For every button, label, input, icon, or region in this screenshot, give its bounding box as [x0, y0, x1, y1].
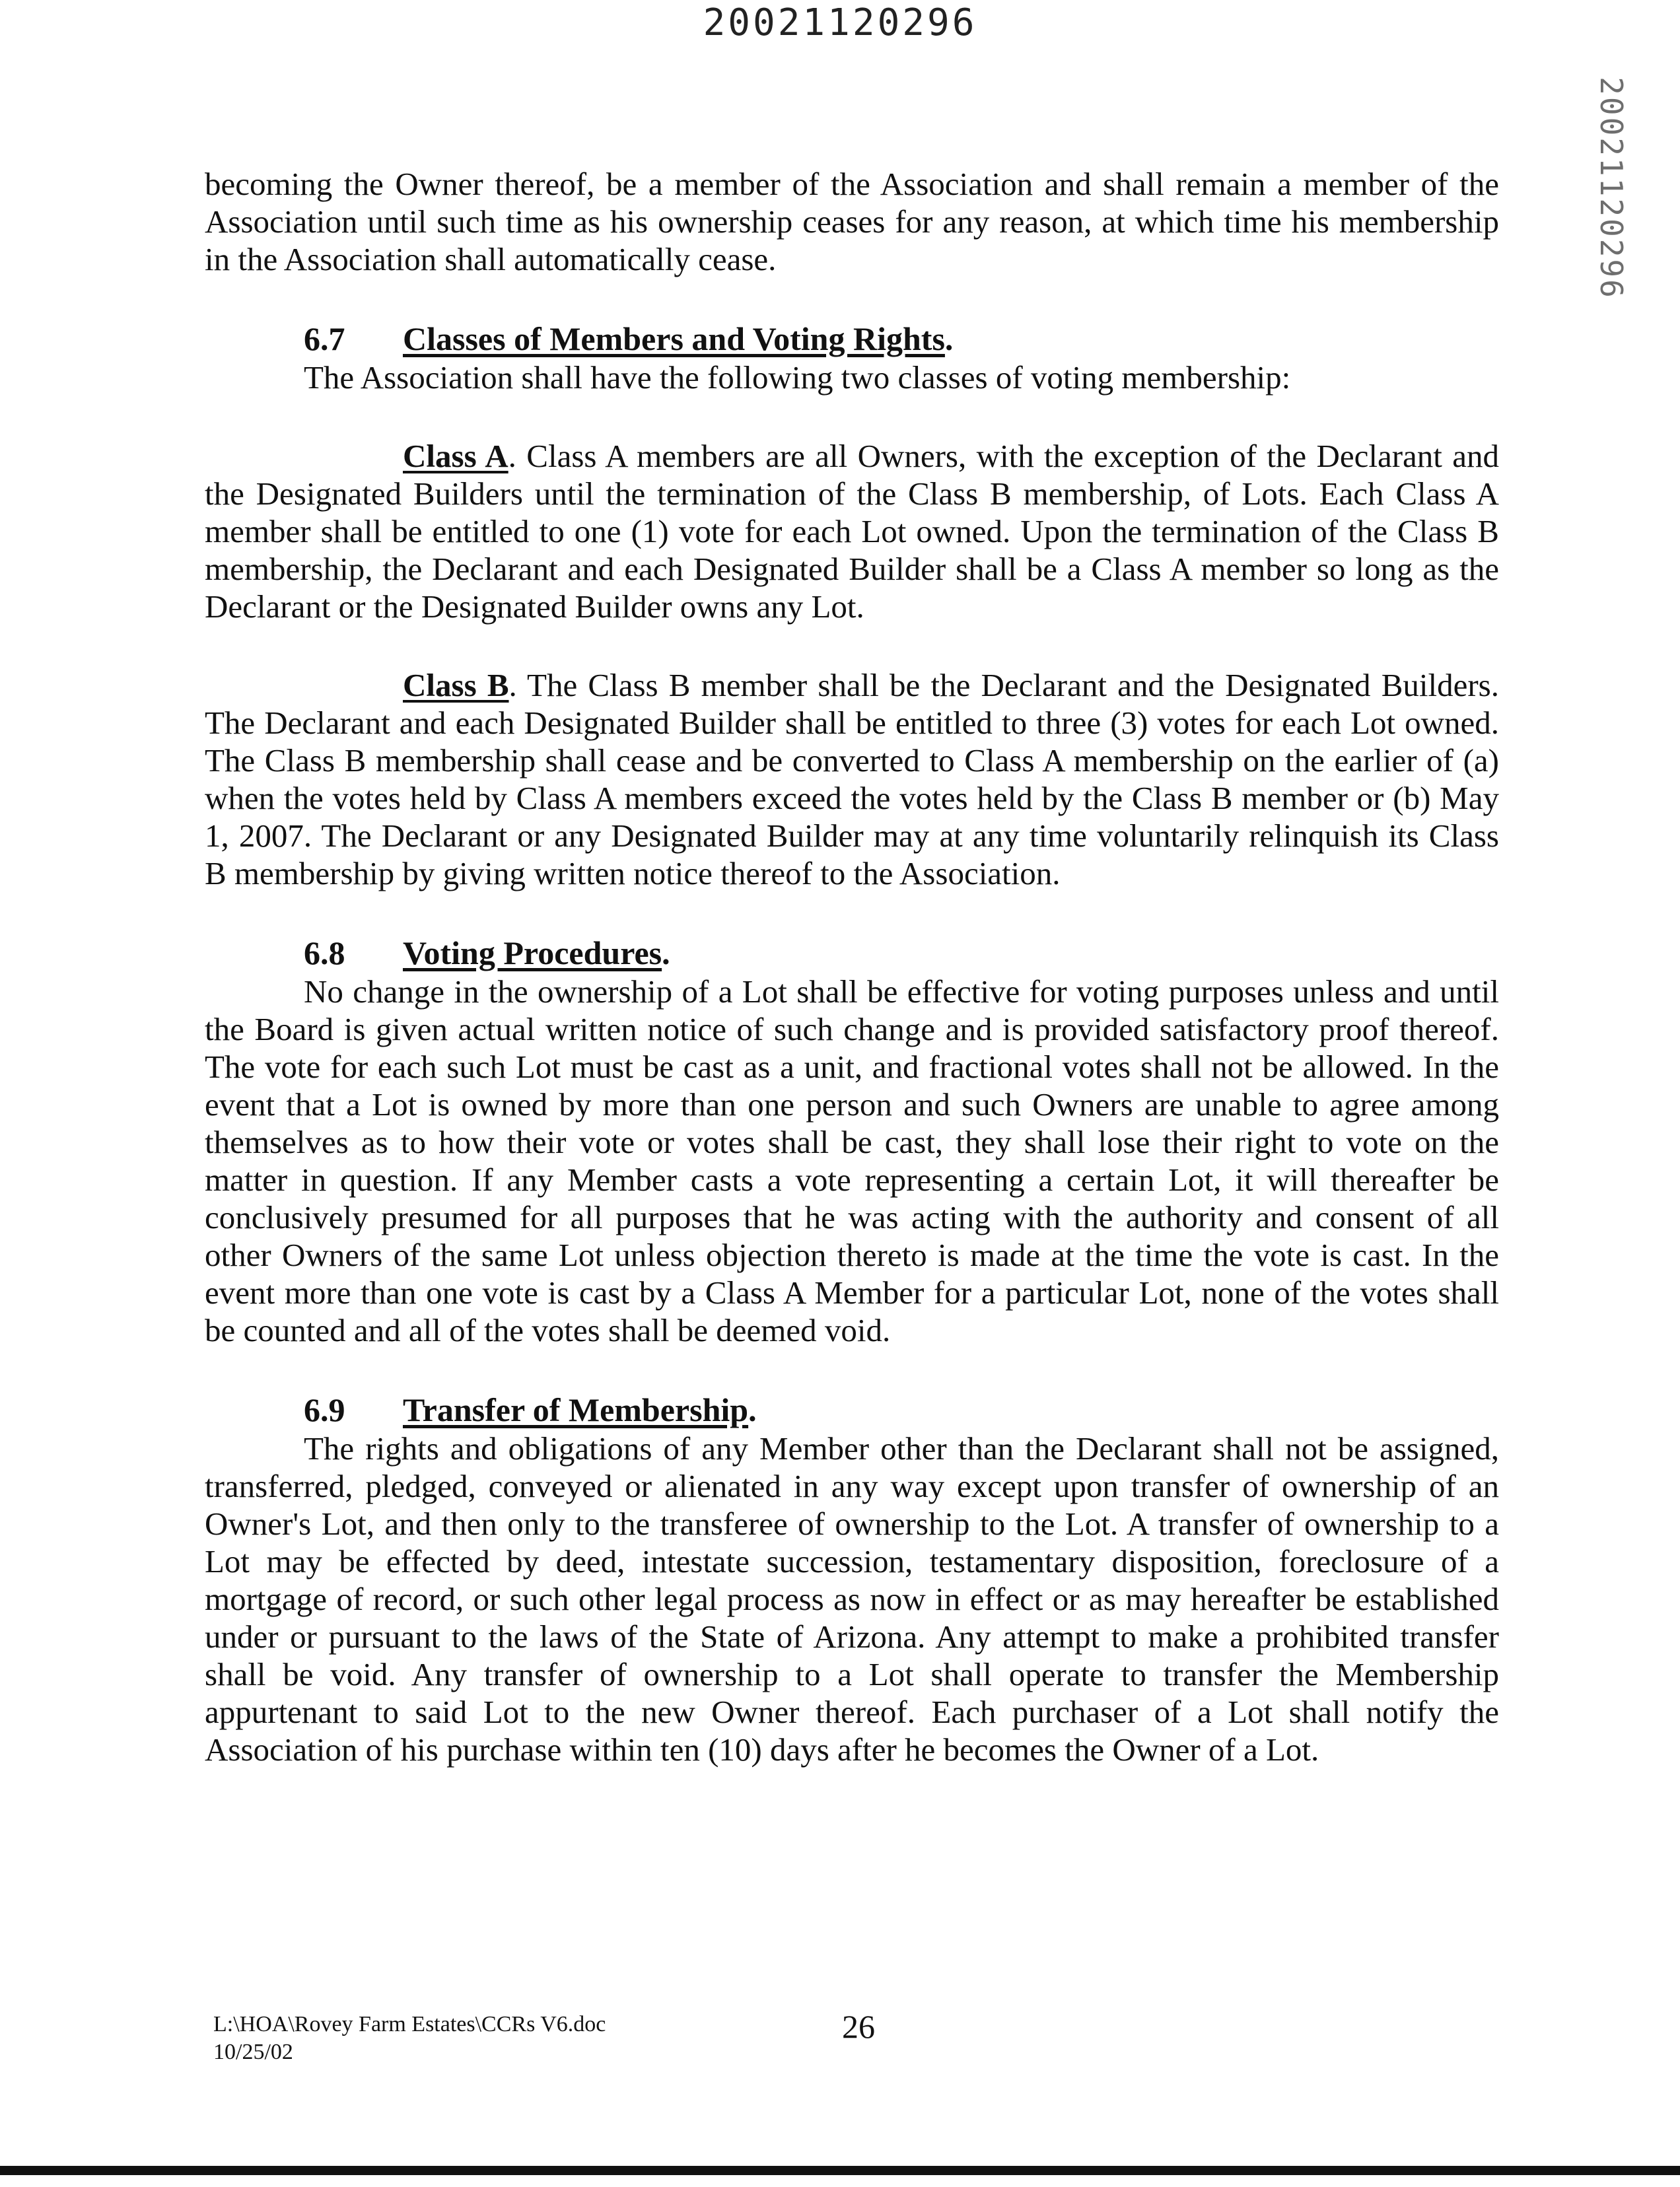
section-heading-6-8 [205, 933, 1499, 973]
footer-file-path: L:\HOA\Rovey Farm Estates\CCRs V6.doc [213, 2012, 606, 2036]
section-title-suffix: . [748, 1391, 757, 1428]
class-b-paragraph [205, 666, 1499, 892]
class-a-label: Class A [403, 438, 508, 474]
section-title-suffix: . [944, 320, 954, 357]
section-number: 6.7 [304, 320, 345, 357]
footer-date: 10/25/02 [213, 2040, 293, 2064]
class-b-text: The Class B member shall be the Declarant and the Designated Builders. The Declarant and each Designated Builder shall be entitled to three (3) votes for each Lot owned. The Class B membership shall cease and be converted to Class A membership on the earlier of (a) when the votes held by Class A members exceed the votes held by the Class B member or (b) May 1, 2007. The Declarant or any Designated Builder may at any time voluntarily relinquish its Class B membership by giving written notice thereof to the Association. [205, 667, 1499, 891]
section-title-suffix: . [662, 934, 670, 971]
section-number: 6.9 [304, 1391, 345, 1428]
footer-file-info [213, 2011, 606, 2066]
section-title: Classes of Members and Voting Rights [403, 320, 945, 357]
side-stamp-text: 20021120296 [1593, 77, 1630, 300]
section-intro: The Association shall have the following two classes of voting membership: [304, 359, 1291, 396]
bottom-scan-border [0, 2166, 1680, 2175]
section-title: Voting Procedures [403, 934, 662, 971]
class-b-label-suffix: . [508, 667, 517, 703]
class-a-label-suffix: . [508, 438, 516, 474]
section-heading-6-7 [205, 319, 1499, 359]
transfer-membership-paragraph: The rights and obligations of any Member other than the Declarant shall not be assigned, transferred, pledged, conveyed or alienated in any way except upon transfer of ownership of an Owner's Lot, and then only to the transferee of ownership to the Lot. A transfer of ownership to a Lot may be effected by deed, intestate succession, testamentary disposition, foreclosure of a mortgage of record, or such other legal process as now in effect or as may hereafter be established under or pursuant to the laws of the State of Arizona. Any attempt to make a prohibited transfer shall be void. Any transfer of ownership to a Lot shall operate to transfer the Membership appurtenant to said Lot to the new Owner thereof. Each purchaser of a Lot shall notify the Association of his purchase within ten (10) days after he becomes the Owner of a Lot. [205, 1430, 1499, 1768]
voting-procedures-paragraph: No change in the ownership of a Lot shall be effective for voting purposes unless and until the Board is given actual written notice of such change and is provided satisfactory proof thereof. The vote for each such Lot must be cast as a unit, and fractional votes shall not be allowed. In the event that a Lot is owned by more than one person and such Owners are unable to agree among themselves as to how their vote or votes shall be cast, they shall lose their right to vote on the matter in question. If any Member casts a vote representing a certain Lot, it will thereafter be conclusively presumed for all purposes that he was acting with the authority and consent of all other Owners of the same Lot unless objection thereto is made at the time the vote is cast. In the event more than one vote is cast by a Class A Member for a particular Lot, none of the votes shall be counted and all of the votes shall be deemed void. [205, 973, 1499, 1348]
class-a-text: Class A members are all Owners, with the exception of the Declarant and the Designated Builders until the termination of the Class B membership, of Lots. Each Class A member shall be entitled to one (1) vote for each Lot owned. Upon the termination of the Class B membership, the Declarant and each Designated Builder shall be a Class A member so long as the Declarant or the Designated Builder owns any Lot. [205, 438, 1499, 625]
section-number: 6.8 [304, 934, 345, 971]
opening-paragraph: becoming the Owner thereof, be a member of the Association and shall remain a member of the Association until such time as his ownership ceases for any reason, at which time his membership in the Association shall automatically cease. [205, 166, 1499, 277]
class-a-paragraph [205, 437, 1499, 625]
section-title: Transfer of Membership [403, 1391, 749, 1428]
document-body [205, 165, 1499, 1809]
page-number: 26 [842, 2008, 875, 2045]
section-heading-6-9 [205, 1390, 1499, 1430]
recording-number: 20021120296 [703, 1, 977, 44]
class-b-label: Class B [403, 667, 509, 703]
side-recording-stamp [1582, 77, 1641, 300]
